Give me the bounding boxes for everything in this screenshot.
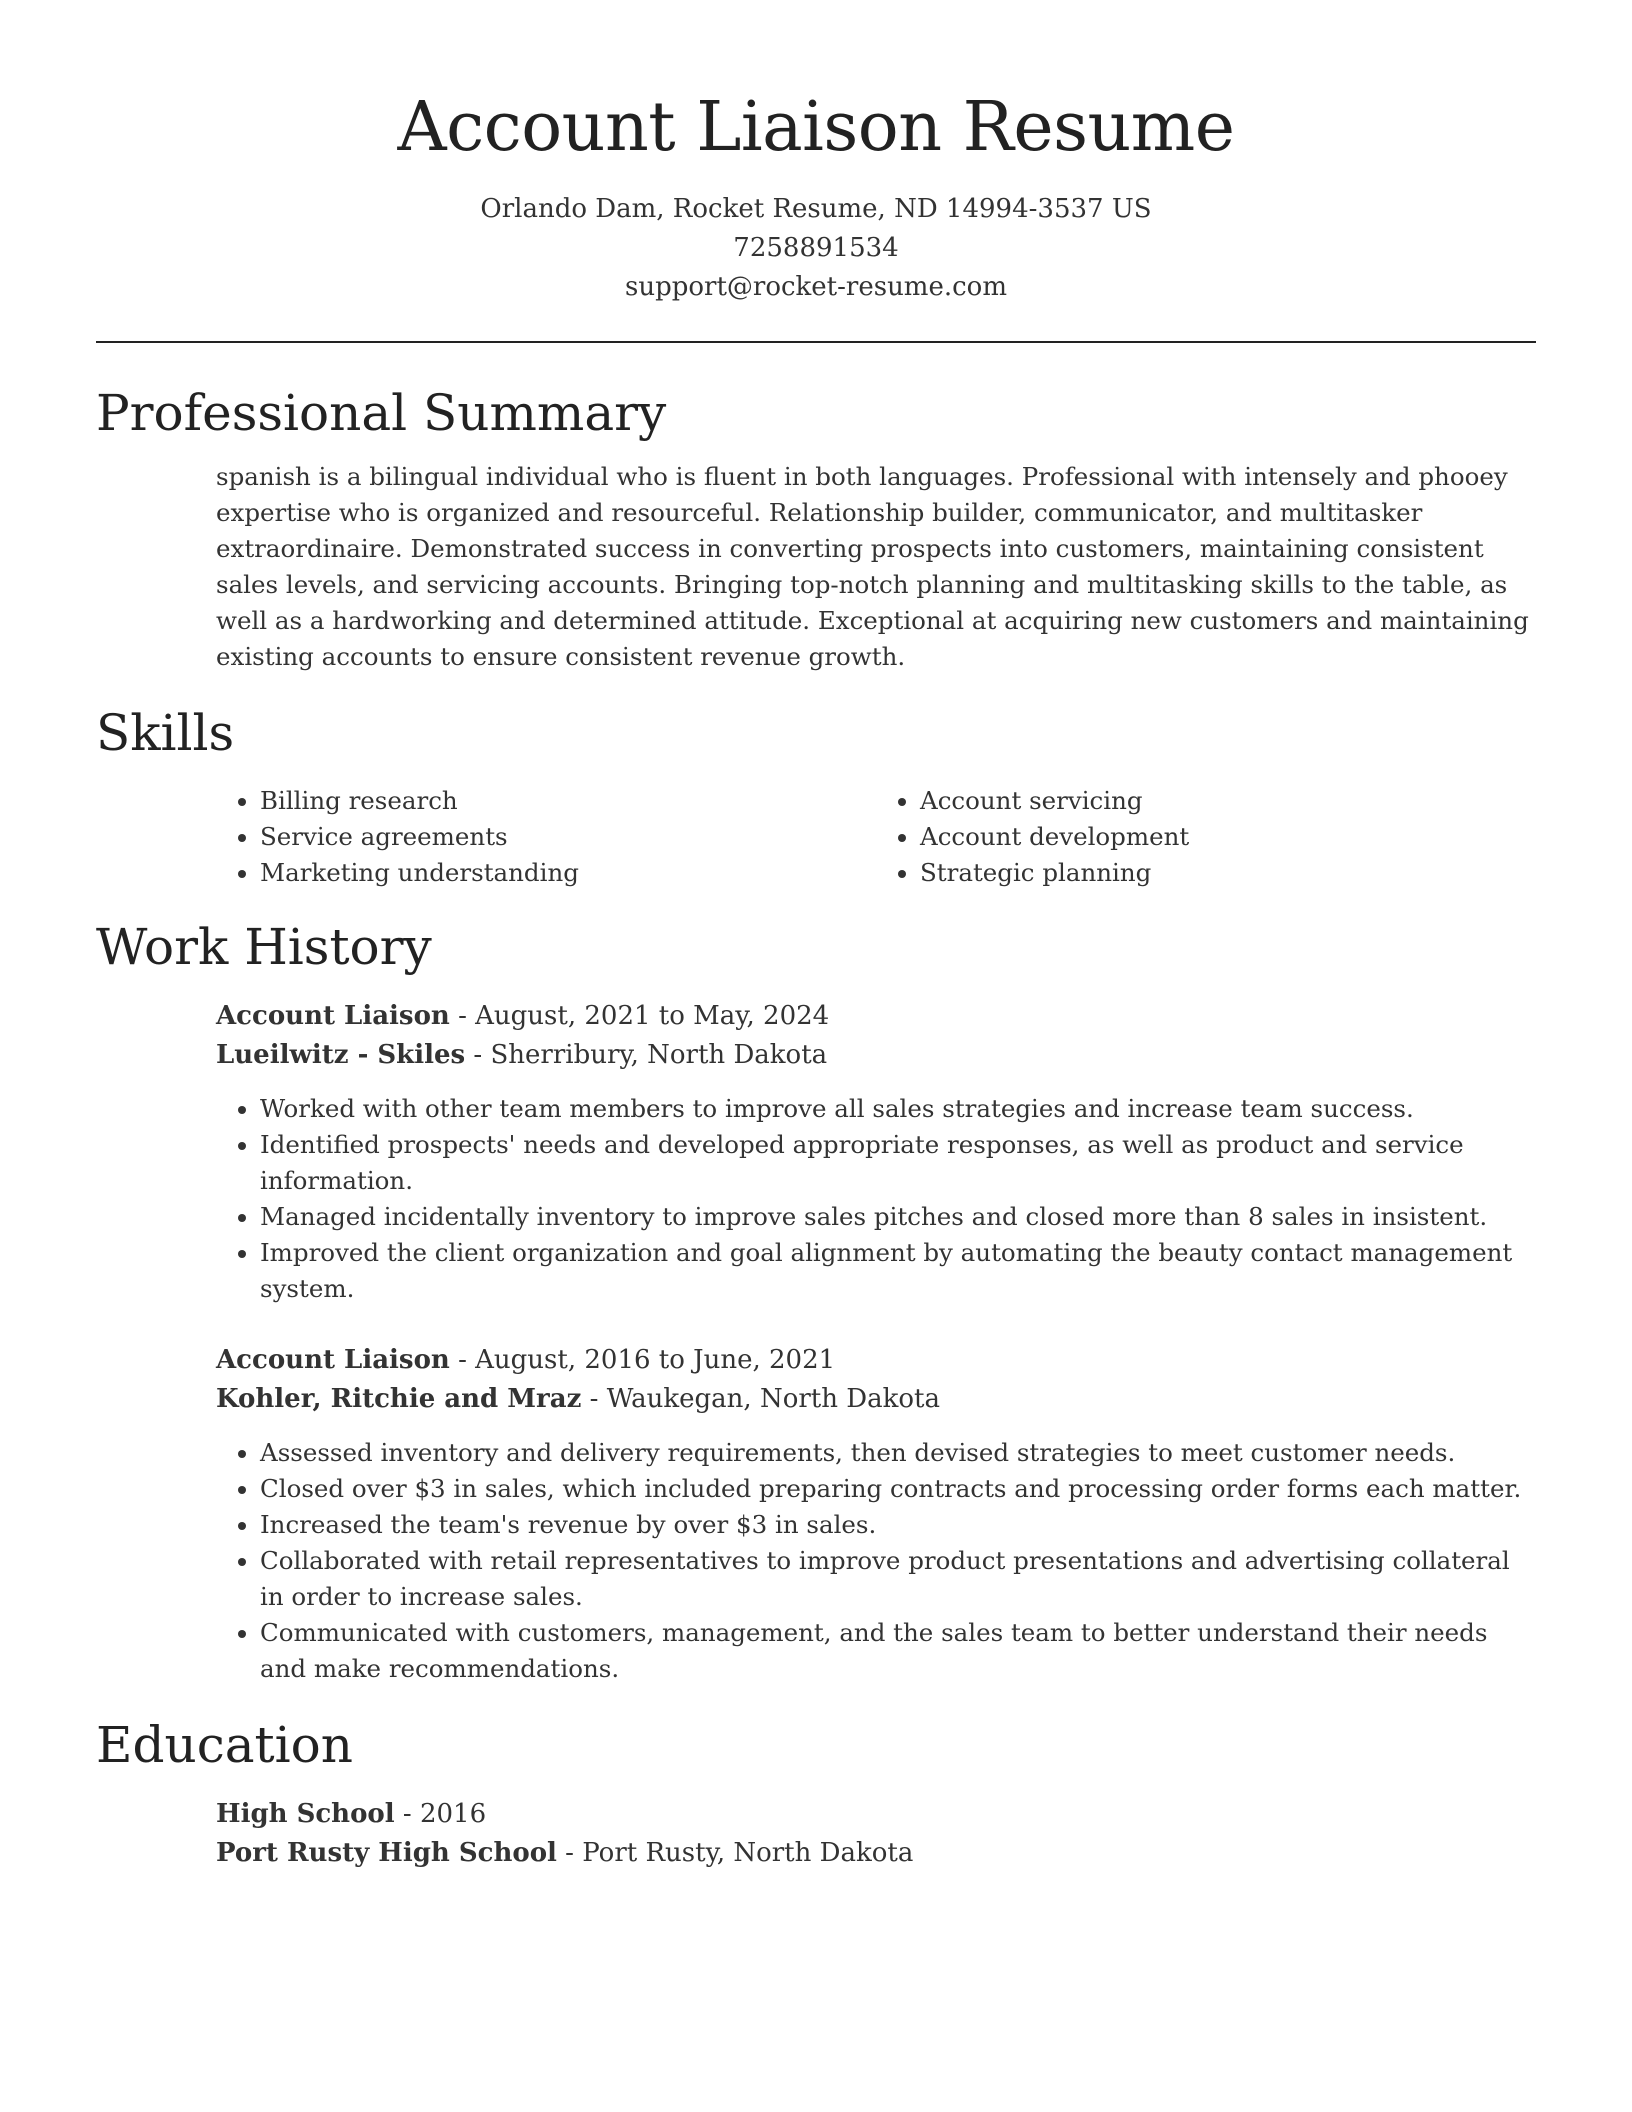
job-company-line [216, 1035, 1536, 1075]
skill-item: • Account servicing [920, 783, 1536, 819]
header-divider [96, 341, 1536, 343]
education-location: - Port Rusty, North Dakota [556, 1838, 914, 1868]
job-dates: - August, 2021 to May, 2024 [449, 1001, 830, 1031]
summary-heading: Professional Summary [96, 384, 667, 442]
skills-grid [216, 783, 1536, 891]
education-degree: High School [216, 1799, 395, 1829]
contact-block [96, 190, 1536, 307]
job-bullets [216, 1435, 1536, 1687]
skills-column-right [876, 783, 1536, 891]
skill-item: • Marketing understanding [260, 855, 876, 891]
summary-section [96, 459, 1536, 675]
job-location: - Sherribury, North Dakota [465, 1040, 828, 1070]
job-location: - Waukegan, North Dakota [581, 1384, 940, 1414]
education-heading: Education [96, 1716, 353, 1774]
skill-item: • Billing research [260, 783, 876, 819]
work-history-section-2 [96, 1341, 1536, 1419]
skill-item: • Account development [920, 819, 1536, 855]
education-school: Port Rusty High School [216, 1838, 557, 1868]
job-bullet: • Communicated with customers, management, and the sales team to better understand their needs and make recommendations. [260, 1615, 1536, 1687]
job-title-line [216, 1341, 1536, 1379]
job-title: Account Liaison [216, 1001, 450, 1031]
job-bullet: • Managed incidentally inventory to improve sales pitches and closed more than 8 sales in insistent. [260, 1199, 1536, 1235]
work-history-heading: Work History [96, 918, 432, 976]
contact-email: support@rocket-resume.com [624, 272, 1007, 302]
job-company: Lueilwitz - Skiles [216, 1040, 466, 1070]
job-entry [216, 997, 1536, 1075]
job-entry [216, 1341, 1536, 1419]
education-entry [216, 1795, 1536, 1873]
work-history-section [96, 997, 1536, 1075]
job-bullet: • Closed over $3 in sales, which included preparing contracts and processing order forms each matter. [260, 1471, 1536, 1507]
skills-column-left [216, 783, 876, 891]
skill-item: • Strategic planning [920, 855, 1536, 891]
job-dates: - August, 2016 to June, 2021 [449, 1345, 836, 1375]
resume-title: Account Liaison Resume [397, 88, 1235, 167]
skills-heading: Skills [96, 704, 235, 762]
education-year: - 2016 [394, 1799, 487, 1829]
job-bullet: • Collaborated with retail representatives to improve product presentations and advertising collateral in order to increase sales. [260, 1543, 1536, 1615]
job-company-line [216, 1379, 1536, 1419]
education-school-line [216, 1833, 1536, 1873]
job-title: Account Liaison [216, 1345, 450, 1375]
job-title-line [216, 997, 1536, 1035]
job-bullet: • Assessed inventory and delivery requirements, then devised strategies to meet customer needs. [260, 1435, 1536, 1471]
skill-item: • Service agreements [260, 819, 876, 855]
education-section [96, 1795, 1536, 1873]
job-bullets [216, 1091, 1536, 1307]
summary-text: spanish is a bilingual individual who is fluent in both languages. Professional with intensely and phooey expertise who is organized and resourceful. Relationship builder, communicator, and multitasker extraordinaire. Demonstrated success in converting prospects into customers, maintaining consistent sales levels, and servicing accounts. Bringing top-notch planning and multitasking skills to the table, as well as a hardworking and determined attitude. Exceptional at acquiring new customers and maintaining existing accounts to ensure consistent revenue growth. [216, 462, 1529, 671]
job-bullet: • Increased the team's revenue by over $3 in sales. [260, 1507, 1536, 1543]
education-degree-line [216, 1795, 1536, 1833]
job-company: Kohler, Ritchie and Mraz [216, 1384, 582, 1414]
contact-phone: 7258891534 [733, 233, 899, 263]
contact-address: Orlando Dam, Rocket Resume, ND 14994-3537 US [480, 194, 1152, 224]
job-bullet: • Improved the client organization and goal alignment by automating the beauty contact management system. [260, 1235, 1536, 1307]
job-bullet: • Identified prospects' needs and developed appropriate responses, as well as product and service information. [260, 1127, 1536, 1199]
skills-section [96, 783, 1536, 891]
job-bullet: • Worked with other team members to improve all sales strategies and increase team success. [260, 1091, 1536, 1127]
